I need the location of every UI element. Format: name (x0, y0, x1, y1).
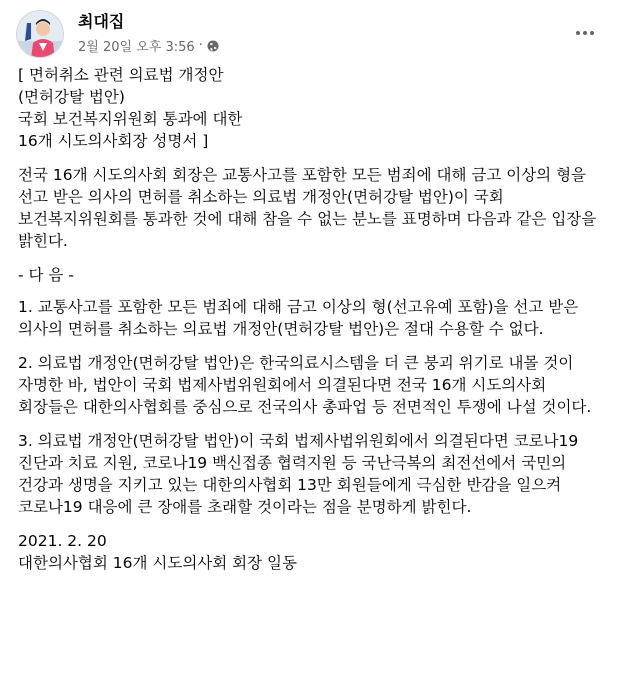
post-header (16, 8, 603, 58)
statement-divider: - 다 음 - (18, 266, 74, 284)
statement-item-3: 3. 의료법 개정안(면허강탈 법안)이 국회 법제사법위원회에서 의결된다면 코로나19 진단과 치료 지원, 코로나19 백신접종 협력지원 등 국난극복의 최전선에서 국민의 건강과 생명을 지키고 있는 대한의사협회 13만 회원들에게 극심한 반감을 일으켜 코로나19 대응에 큰 장애를 초래할 것이라는 점을 분명하게 밝힌다. (18, 432, 579, 516)
statement-date: 2021. 2. 20 (18, 532, 107, 550)
statement-intro: 전국 16개 시도의사회 회장은 교통사고를 포함한 모든 범죄에 대해 금고 이상의 형을 선고 받은 의사의 면허를 취소하는 의료법 개정안(면허강탈 법안)이 국회 보건복지위원회를 통과한 것에 대해 참을 수 없는 분노를 표명하며 다음과 같은 입장을 밝힌다. (18, 166, 597, 250)
more-options-button[interactable] (567, 18, 603, 48)
statement-item-1: 1. 교통사고를 포함한 모든 범죄에 대해 금고 이상의 형(선고유예 포함)을 선고 받은 의사의 면허를 취소하는 의료법 개정안(면허강탈 법안)은 절대 수용할 수 없다. (18, 298, 579, 338)
post-meta (78, 36, 219, 55)
statement-signature: 대한의사협회 16개 시도의사회 회장 일동 (18, 554, 298, 572)
post-body (18, 64, 605, 586)
avatar-photo-icon (17, 11, 64, 58)
more-dot (583, 31, 587, 35)
globe-icon[interactable] (207, 40, 219, 52)
more-dot (590, 31, 594, 35)
statement-item-2: 2. 의료법 개정안(면허강탈 법안)은 한국의료시스템을 더 큰 붕괴 위기로 내몰 것이 자명한 바, 법안이 국회 법제사법위원회에서 의결된다면 전국 16개 시도의사회 회장들은 대한의사협회를 중심으로 전국의사 총파업 등 전면적인 투쟁에 나설 것이다. (18, 354, 592, 416)
post-timestamp[interactable]: 2월 20일 오후 3:56 (78, 40, 195, 55)
meta-separator: · (198, 38, 203, 53)
statement-title: [ 면허취소 관련 의료법 개정안 (면허강탈 법안) 국회 보건복지위원회 통과에 대한 16개 시도의사회장 성명서 ] (18, 66, 243, 150)
author-name[interactable]: 최대집 (78, 12, 125, 31)
more-dot (576, 31, 580, 35)
avatar[interactable] (16, 10, 64, 58)
